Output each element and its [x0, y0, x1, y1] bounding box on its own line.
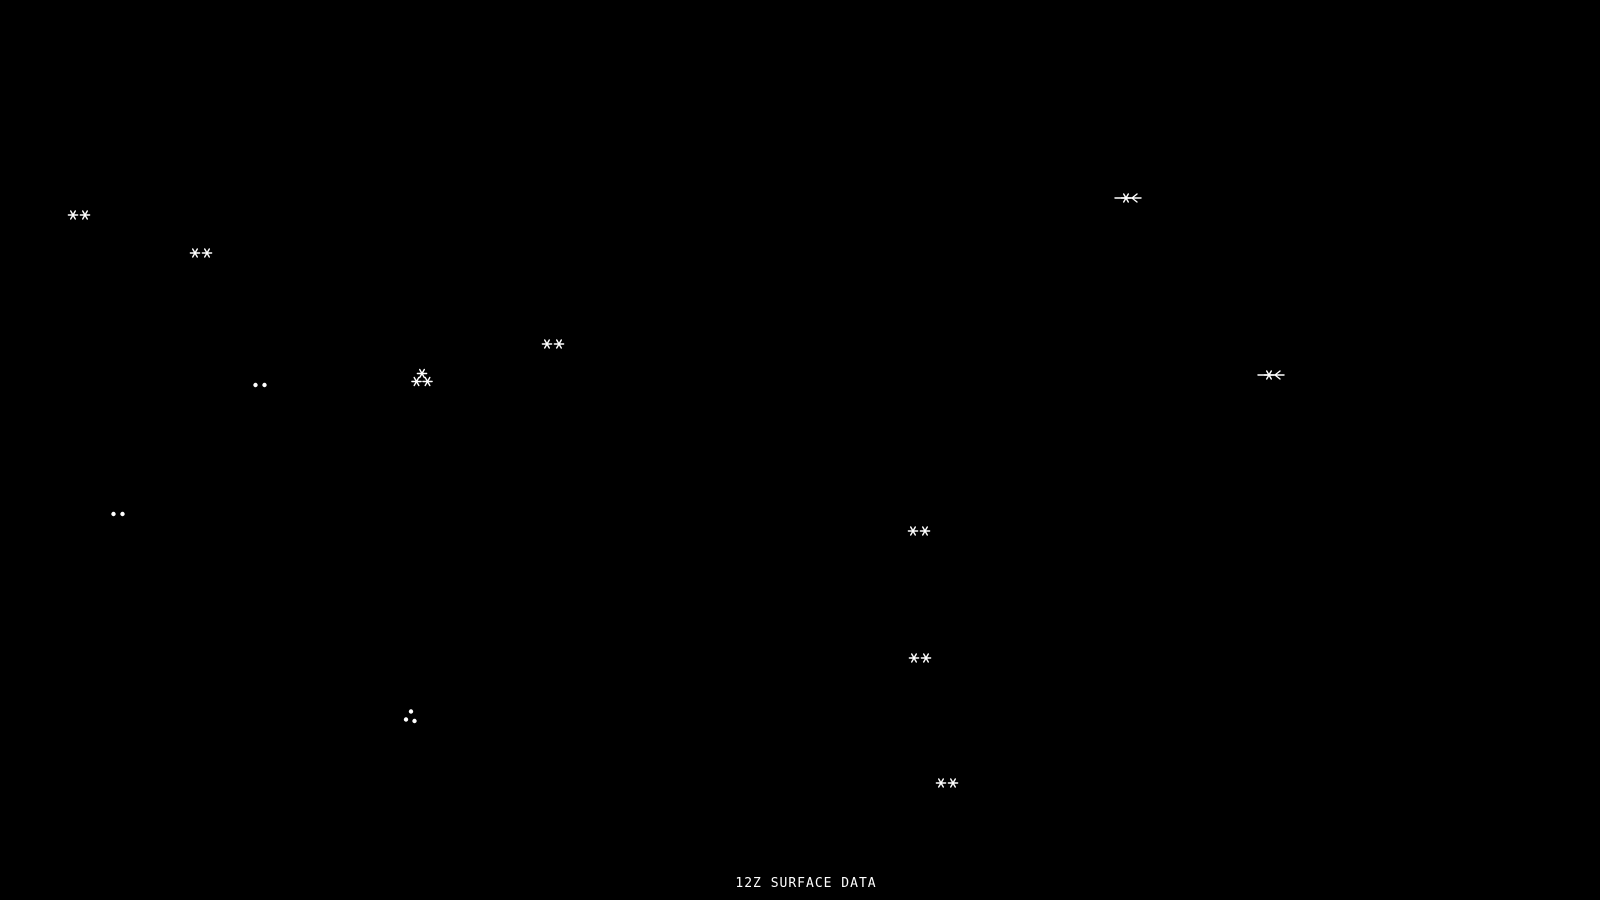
drifting-snow-icon — [1106, 180, 1150, 216]
light-rain-icon — [238, 367, 282, 403]
light-rain-icon — [96, 496, 140, 532]
moderate-snow-icon — [400, 360, 444, 396]
light-snow-icon — [57, 197, 101, 233]
light-snow-icon — [531, 326, 575, 362]
map-title: 12Z SURFACE DATA — [735, 876, 877, 891]
moderate-rain-icon — [389, 699, 433, 735]
light-snow-icon — [925, 765, 969, 801]
drifting-snow-icon — [1249, 357, 1293, 393]
light-snow-icon — [898, 640, 942, 676]
light-snow-icon — [179, 235, 223, 271]
light-snow-icon — [897, 513, 941, 549]
